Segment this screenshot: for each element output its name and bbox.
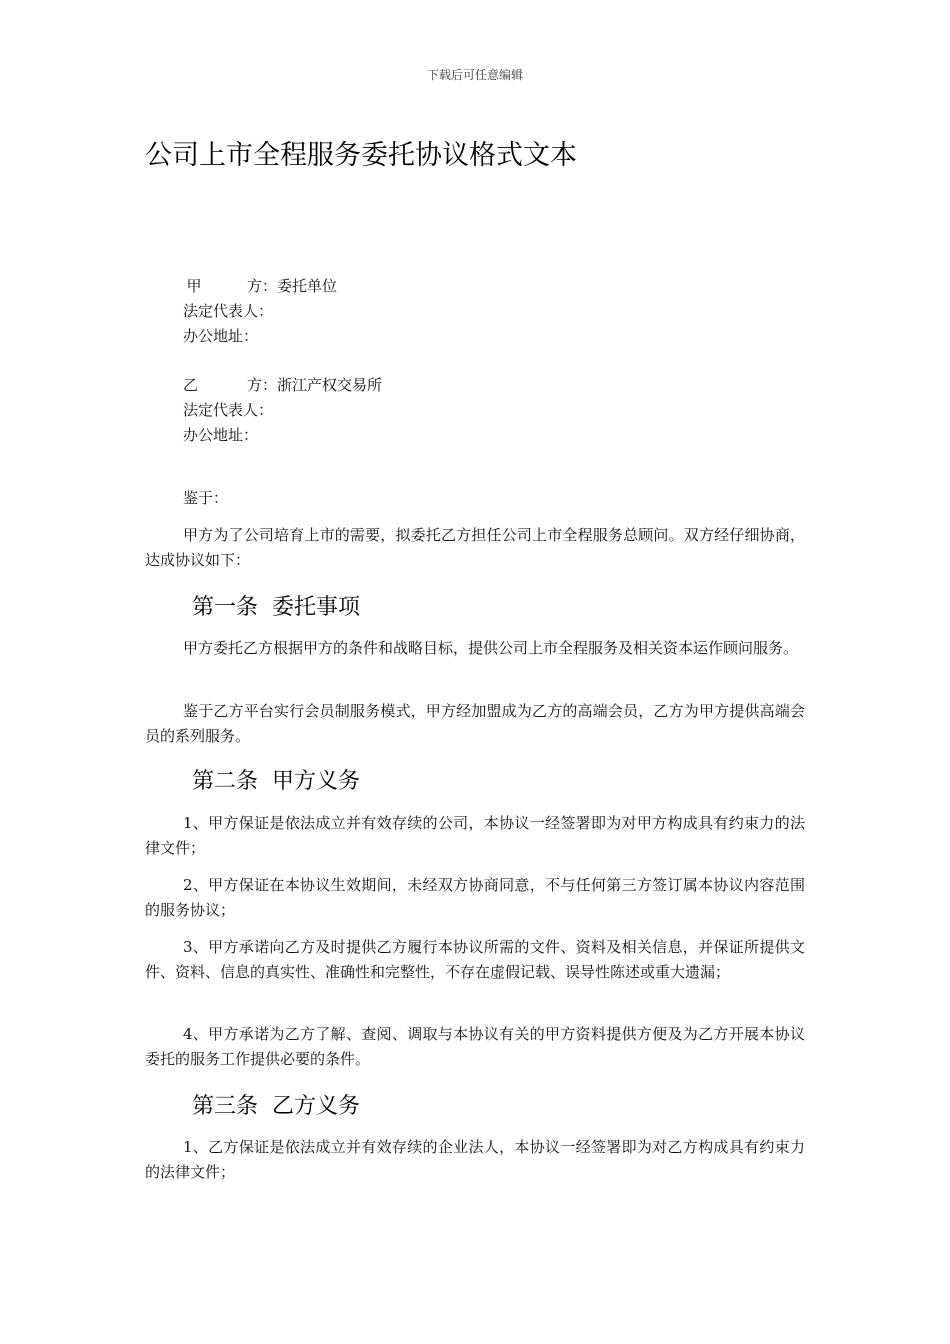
document-title: 公司上市全程服务委托协议格式文本 bbox=[145, 140, 577, 171]
party-a-label-second: 方： bbox=[247, 277, 278, 295]
article-2-paragraph: 2、甲方保证在本协议生效期间，未经双方协商同意，不与任何第三方签订属本协议内容范围的服务协议； bbox=[145, 876, 805, 919]
article-1-title: 委托事项 bbox=[272, 595, 361, 620]
party-b-row bbox=[183, 373, 382, 398]
party-b-label-first: 乙 bbox=[183, 376, 199, 394]
party-b-value: 浙江产权交易所 bbox=[277, 376, 383, 394]
header-note: 下载后可任意编辑 bbox=[426, 68, 523, 82]
article-2-heading bbox=[192, 764, 360, 795]
article-2-paragraph: 3、甲方承诺向乙方及时提供乙方履行本协议所需的文件、资料及相关信息，并保证所提供文件、资料、信息的真实性、准确性和完整性，不存在虚假记载、误导性陈述或重大遗漏； bbox=[145, 938, 805, 981]
party-b-block bbox=[183, 373, 382, 448]
article-1-paragraph: 鉴于乙方平台实行会员制服务模式，甲方经加盟成为乙方的高端会员，乙方为甲方提供高端会员的系列服务。 bbox=[145, 702, 805, 745]
party-b-label-second: 方： bbox=[247, 376, 278, 394]
article-2-paragraph: 4、甲方承诺为乙方了解、查阅、调取与本协议有关的甲方资料提供方便及为乙方开展本协议委托的服务工作提供必要的条件。 bbox=[145, 1025, 805, 1068]
party-a-block bbox=[183, 274, 337, 349]
article-3-paragraph: 1、乙方保证是依法成立并有效存续的企业法人，本协议一经签署即为对乙方构成具有约束力的法律文件； bbox=[145, 1138, 805, 1181]
article-3-heading bbox=[192, 1089, 360, 1120]
party-a-rep: 法定代表人： bbox=[183, 302, 274, 320]
party-a-label-first: 甲 bbox=[186, 277, 202, 295]
article-2-title: 甲方义务 bbox=[272, 769, 361, 794]
party-b-rep: 法定代表人： bbox=[183, 401, 274, 419]
article-1-paragraph: 甲方委托乙方根据甲方的条件和战略目标，提供公司上市全程服务及相关资本运作顾问服务。 bbox=[183, 639, 799, 657]
article-2-paragraph: 1、甲方保证是依法成立并有效存续的公司，本协议一经签署即为对甲方构成具有约束力的法律文件； bbox=[145, 814, 805, 857]
article-3-title: 乙方义务 bbox=[272, 1094, 361, 1119]
party-a-value: 委托单位 bbox=[277, 277, 338, 295]
party-b-address: 办公地址： bbox=[183, 426, 259, 444]
party-a-row bbox=[183, 274, 337, 299]
intro-paragraph: 甲方为了公司培育上市的需要，拟委托乙方担任公司上市全程服务总顾问。双方经仔细协商，达成协议如下： bbox=[145, 526, 805, 569]
article-1-heading bbox=[192, 590, 360, 621]
article-3-number: 第三条 bbox=[192, 1094, 259, 1119]
article-1-number: 第一条 bbox=[192, 595, 259, 620]
party-a-address: 办公地址： bbox=[183, 327, 259, 345]
whereas-label: 鉴于： bbox=[183, 489, 229, 507]
article-2-number: 第二条 bbox=[192, 769, 259, 794]
